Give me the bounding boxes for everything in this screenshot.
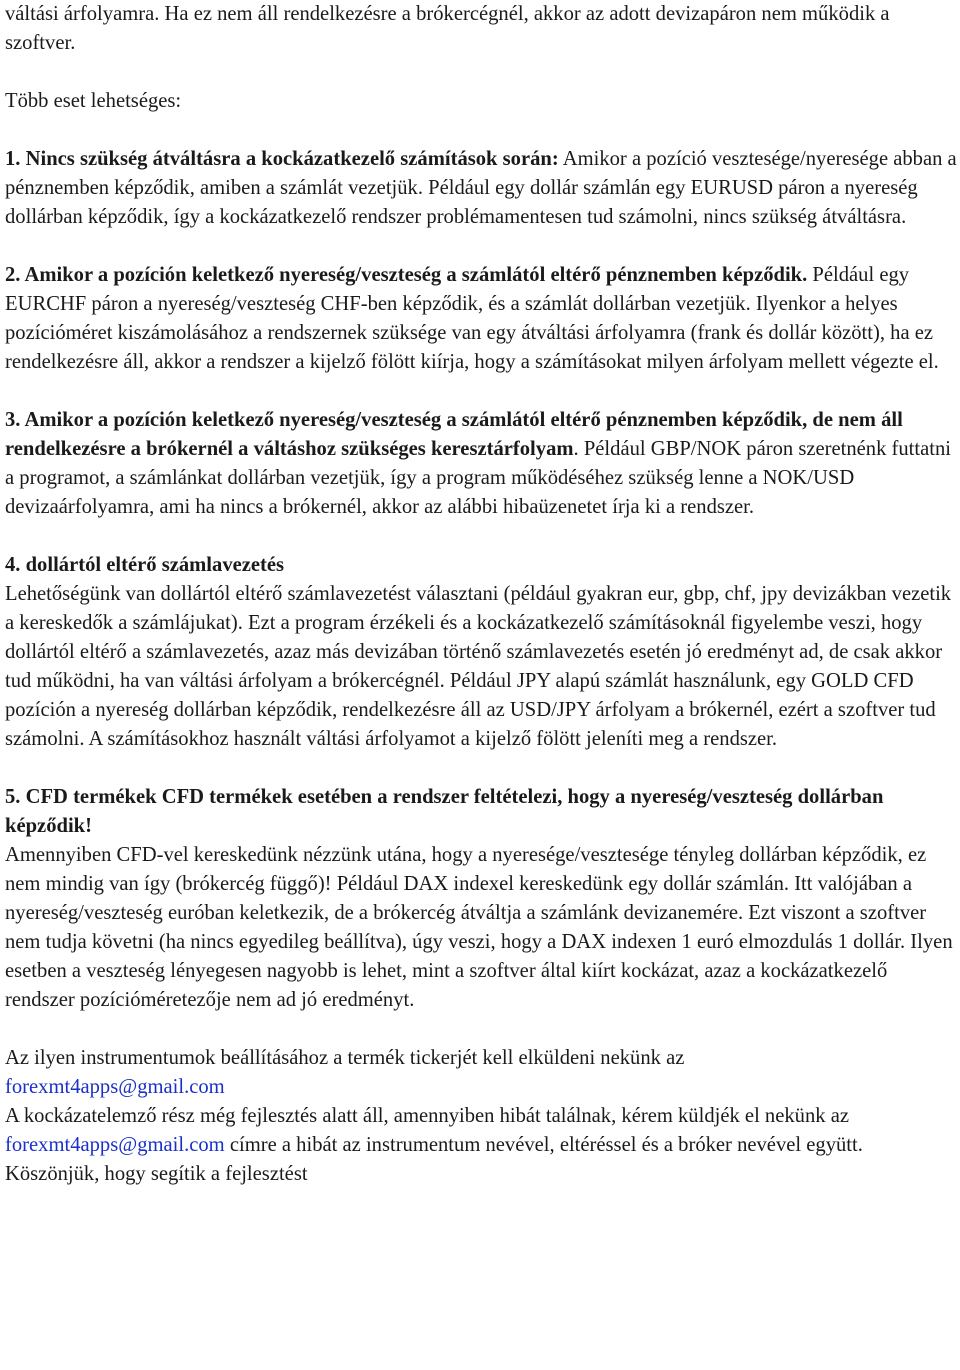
case-4-paragraph: Lehetőségünk van dollártól eltérő számlavezetést választani (például gyakran eur, gbp, chf, jpy devizákban vezetik a kereskedők a számlájukat). Ezt a program érzékeli és a kockázatkezelő számításoknál figyelembe veszi, hogy dollártól eltérő a számlavezetés, azaz más devizában történő számlavezetés esetén jó eredményt ad, de csak akkor tud működni, ha van váltási árfolyam a brókercégnél. Például JPY alapú számlát használunk, egy GOLD CFD pozíción a nyereség dollárban képződik, rendelkezésre áll az USD/JPY árfolyam a brókernél, ezért a szoftver tud számolni. A számításokhoz használt váltási árfolyamot a kijelző fölött jeleníti meg a rendszer. [5,583,952,750]
contact-text-3: címre a hibát az instrumentum nevével, eltéréssel és a bróker nevével együtt. Köszönjük, hogy segítik a fejlesztést [5,1134,863,1185]
case-5-heading [5,783,957,841]
case-5-title: 5. CFD termékek CFD termékek esetében a rendszer feltételezi, hogy a nyereség/veszteség dollárban képződik! [5,786,884,837]
case-5-paragraph: Amennyiben CFD-vel kereskedünk nézzünk utána, hogy a nyeresége/vesztesége tényleg dollárban képződik, ez nem mindig van így (brókercég függő)! Például DAX indexel kereskedünk egy dollár számlán. Itt valójában a nyereség/veszteség euróban keletkezik, de a brókercég átváltja a számlánk devizanemére. Ezt viszont a szoftver nem tudja követni (ha nincs egyedileg beállítva), úgy veszi, hogy a DAX indexen 1 euró elmozdulás 1 dollár. Ilyen esetben a veszteség lényegesen nagyobb is lehet, mint a szoftver által kiírt kockázat, azaz a kockázatkezelő rendszer pozícióméretezője nem ad jó eredményt. [5,844,953,1011]
case-4-heading [5,551,957,580]
intro-text: váltási árfolyamra. Ha ez nem áll rendelkezésre a brókercégnél, akkor az adott devizapáron nem működik a szoftver. [5,3,890,54]
case-3-text: . Például GBP/NOK páron szeretnénk futtatni a programot, a számlánkat dollárban vezetjük, így a program működéséhez szükség lenne a NOK/USD devizaárfolyamra, ami ha nincs a brókernél, akkor az alábbi hibaüzenetet írja ki a rendszer. [5,438,952,518]
case-3-title: 3. Amikor a pozíción keletkező nyereség/veszteség a számlától eltérő pénznemben képződik, de nem áll rendelkezésre a brókernél a váltáshoz szükséges keresztárfolyam [5,409,903,460]
cases-heading: Több eset lehetséges: [5,90,182,112]
document-page [5,0,957,1189]
contact-text-2: A kockázatelemző rész még fejlesztés alatt áll, amennyiben hibát találnak, kérem küldjék el nekünk az [5,1105,849,1127]
contact-email-line [5,1073,957,1102]
email-link-2[interactable]: forexmt4apps@gmail.com [5,1134,225,1156]
case-1-text: Amikor a pozíció vesztesége/nyeresége abban a pénznemben képződik, amiben a számlát vezetjük. Például egy dollár számlán egy EURUSD páron a nyereség dollárban képződik, így a kockázatkezelő rendszer problémamentesen tud számolni, nincs szükség átváltásra. [5,148,957,228]
case-1-title: 1. Nincs szükség átváltásra a kockázatkezelő számítások során: [5,148,559,170]
case-3-paragraph [5,406,957,522]
email-link-1[interactable]: forexmt4apps@gmail.com [5,1076,225,1098]
case-2-paragraph [5,261,957,377]
case-2-title: 2. Amikor a pozíción keletkező nyereség/veszteség a számlától eltérő pénznemben képződik. [5,264,808,286]
case-1-paragraph [5,145,957,232]
case-2-text: Például egy EURCHF páron a nyereség/veszteség CHF-ben képződik, és a számlát dollárban vezetjük. Ilyenkor a helyes pozícióméret kiszámolásához a rendszernek szüksége van egy átváltási árfolyamra (frank és dollár között), ha ez rendelkezésre áll, akkor a rendszer a kijelző fölött kiírja, hogy a számításokat milyen árfolyam mellett végezte el. [5,264,939,373]
contact-paragraph-1: Az ilyen instrumentumok beállításához a termék tickerjét kell elküldeni nekünk az [5,1047,685,1069]
contact-paragraph-2 [5,1102,957,1189]
intro-paragraph [5,0,957,58]
case-4-title: 4. dollártól eltérő számlavezetés [5,554,285,576]
